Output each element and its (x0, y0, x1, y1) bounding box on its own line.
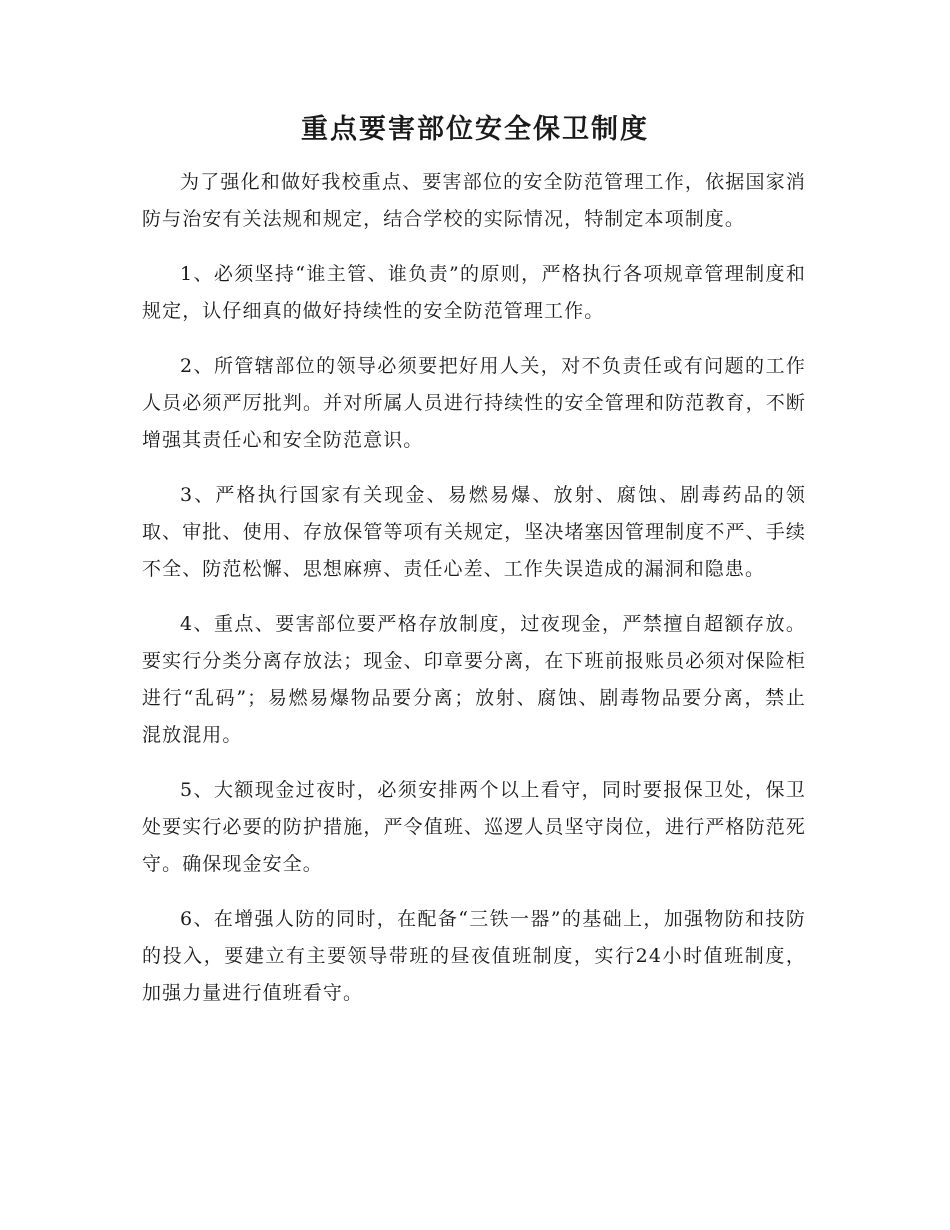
document-title: 重点要害部位安全保卫制度 (301, 114, 649, 145)
intro-paragraph: 为了强化和做好我校重点、要害部位的安全防范管理工作，依据国家消防与治安有关法规和规定，结合学校的实际情况，特制定本项制度。 (142, 171, 806, 230)
document-body (142, 164, 806, 1030)
rule-paragraph-5: 5、大额现金过夜时，必须安排两个以上看守，同时要报保卫处，保卫处要实行必要的防护措施，严令值班、巡逻人员坚守岗位，进行严格防范死守。确保现金安全。 (142, 779, 806, 875)
rule-paragraph-1: 1、必须坚持“谁主管、谁负责”的原则，严格执行各项规章管理制度和规定，认仔细真的做好持续性的安全防范管理工作。 (142, 263, 806, 322)
rule-paragraph-4: 4、重点、要害部位要严格存放制度，过夜现金，严禁擅自超额存放。要实行分类分离存放法；现金、印章要分离，在下班前报账员必须对保险柜进行“乱码”；易燃易爆物品要分离；放射、腐蚀、剧毒物品要分离，禁止混放混用。 (142, 613, 806, 746)
rule-paragraph-2: 2、所管辖部位的领导必须要把好用人关，对不负责任或有问题的工作人员必须严厉批判。并对所属人员进行持续性的安全管理和防范教育，不断增强其责任心和安全防范意识。 (142, 355, 806, 451)
rule-paragraph-3: 3、严格执行国家有关现金、易燃易爆、放射、腐蚀、剧毒药品的领取、审批、使用、存放保管等项有关规定，坚决堵塞因管理制度不严、手续不全、防范松懈、思想麻痹、责任心差、工作失误造成的漏洞和隐患。 (142, 484, 806, 580)
rule-paragraph-6: 6、在增强人防的同时，在配备“三铁一器”的基础上，加强物防和技防的投入，要建立有主要领导带班的昼夜值班制度，实行24小时值班制度，加强力量进行值班看守。 (142, 908, 806, 1004)
